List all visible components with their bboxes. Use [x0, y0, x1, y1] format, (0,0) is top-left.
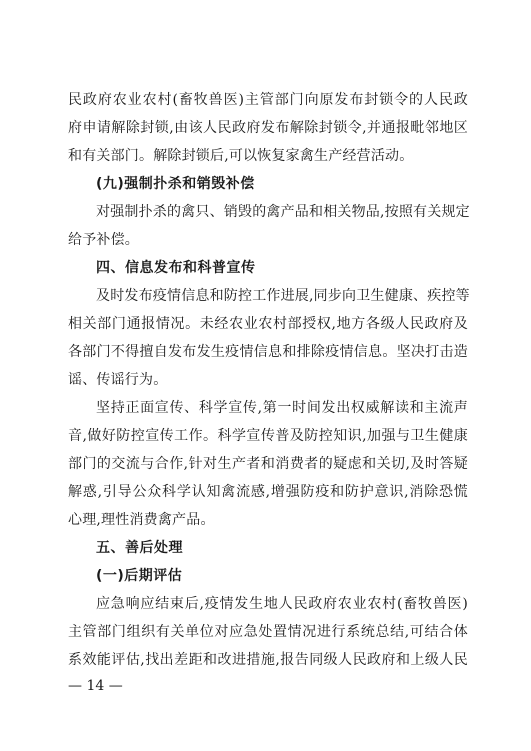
paragraph-line: 解惑,引导公众科学认知禽流感,增强防疫和防护意识,消除恐慌 [68, 484, 468, 500]
paragraph-line: 及时发布疫情信息和防控工作进展,同步向卫生健康、疾控等 [96, 288, 470, 304]
subsection-heading: (九)强制扑杀和销毁补偿 [96, 176, 255, 192]
paragraph-line: 音,做好防控宣传工作。科学宣传普及防控知识,加强与卫生健康 [68, 428, 468, 444]
page-number: — 14 — [68, 678, 123, 694]
paragraph-line: 系效能评估,找出差距和改进措施,报告同级人民政府和上级人民 [68, 652, 468, 668]
paragraph-line: 对强制扑杀的禽只、销毁的禽产品和相关物品,按照有关规定 [96, 204, 470, 220]
paragraph-line: 相关部门通报情况。未经农业农村部授权,地方各级人民政府及 [68, 316, 468, 332]
paragraph-line: 部门的交流与合作,针对生产者和消费者的疑虑和关切,及时答疑 [68, 456, 468, 472]
paragraph-line: 坚持正面宣传、科学宣传,第一时间发出权威解读和主流声 [96, 400, 468, 416]
subsection-heading: (一)后期评估 [96, 568, 183, 584]
paragraph-line: 应急响应结束后,疫情发生地人民政府农业农村(畜牧兽医) [96, 596, 468, 612]
section-heading: 四、信息发布和科普宣传 [96, 260, 256, 276]
section-heading: 五、善后处理 [96, 540, 183, 556]
paragraph-line: 和有关部门。解除封锁后,可以恢复家禽生产经营活动。 [68, 148, 414, 164]
paragraph-line: 给予补偿。 [68, 232, 139, 248]
paragraph-line: 谣、传谣行为。 [68, 372, 168, 388]
paragraph-line: 心理,理性消费禽产品。 [68, 512, 215, 528]
paragraph-line: 民政府农业农村(畜牧兽医)主管部门向原发布封锁令的人民政 [68, 92, 468, 108]
paragraph-line: 主管部门组织有关单位对应急处置情况进行系统总结,可结合体 [68, 624, 468, 640]
paragraph-line: 各部门不得擅自发布发生疫情信息和排除疫情信息。坚决打击造 [68, 344, 468, 360]
paragraph-line: 府申请解除封锁,由该人民政府发布解除封锁令,并通报毗邻地区 [68, 120, 468, 136]
